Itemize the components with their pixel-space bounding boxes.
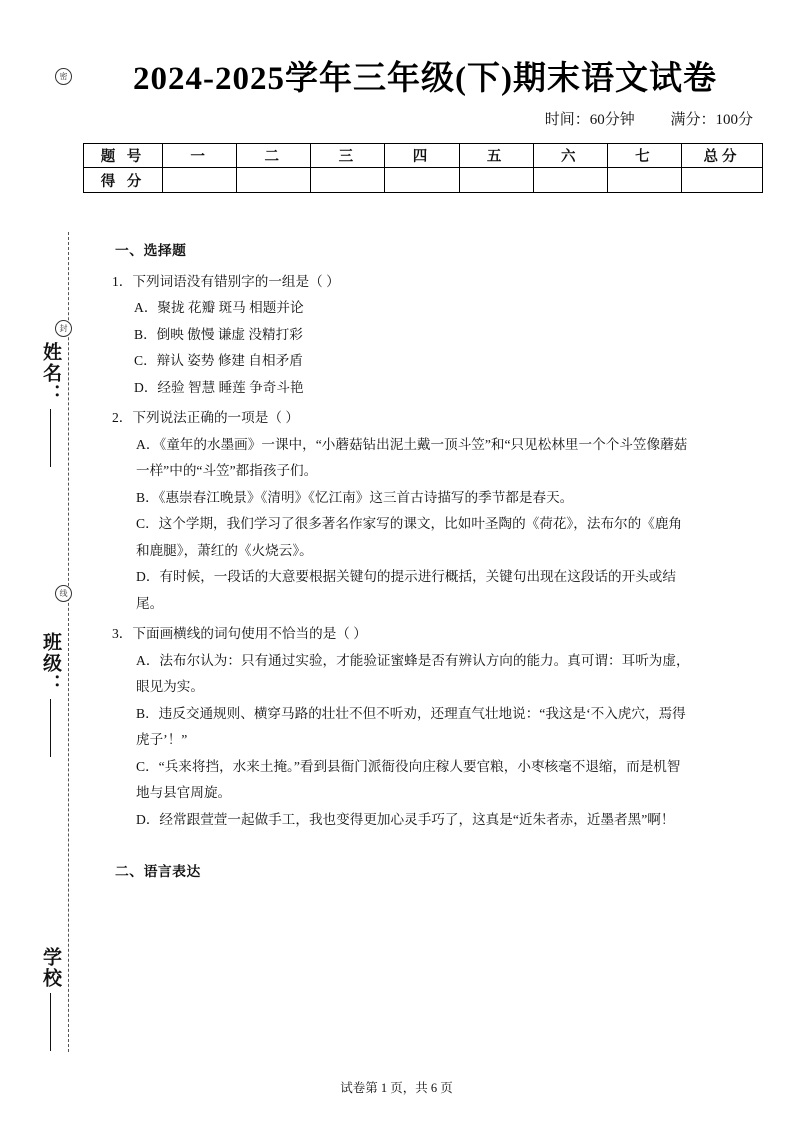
section-title-2: 二、语言表达 [115,864,201,880]
question-3 [108,621,693,833]
sealing-column [18,232,64,1052]
question-1-option-c[interactable]: C．辩认 姿势 修建 自相矛盾 [134,353,303,369]
question-1-option-a[interactable]: A．聚拢 花瓣 斑马 相题并论 [134,300,304,316]
question-2-option-d[interactable]: D．有时候，一段话的大意要根据关键句的提示进行概括，关键句出现在这段话的开头或结尾。 [136,569,676,611]
score-table-row-label-2: 得 分 [84,168,163,193]
score-cell-7[interactable] [607,168,681,193]
seal-name-label: 姓名： [18,342,64,467]
question-3-option-d[interactable]: D．经常跟萱萱一起做手工，我也变得更加心灵手巧了，这真是“近朱者赤，近墨者黑”啊！ [136,811,675,827]
question-1 [108,269,693,402]
question-2-option-c[interactable]: C．这个学期，我们学习了很多著名作家写的课文，比如叶圣陶的《荷花》，法布尔的《鹿角和鹿腿》，萧红的《火烧云》。 [136,516,683,558]
seal-school-label: 学校 [18,947,64,1051]
score-table-col-total: 总分 [682,144,763,168]
score-cell-5[interactable] [459,168,533,193]
score-cell-4[interactable] [385,168,459,193]
exam-content [108,228,693,890]
exam-meta [513,108,753,129]
table-row-scores [84,168,763,193]
question-1-option-d[interactable]: D．经验 智慧 睡莲 争奇斗艳 [134,379,304,395]
section-title-1: 一、选择题 [115,243,187,258]
score-table-col-2: 二 [237,144,311,168]
score-table-col-1: 一 [163,144,237,168]
score-table-row-label: 题 号 [84,144,163,168]
seal-mark-3: 线 [55,585,72,602]
score-table-col-4: 四 [385,144,459,168]
score-cell-3[interactable] [311,168,385,193]
score-cell-1[interactable] [163,168,237,193]
question-1-option-b[interactable]: B．倒映 傲慢 谦虚 没精打彩 [134,326,303,342]
question-2-option-a[interactable]: A．《童年的水墨画》一课中，“小蘑菇钻出泥土戴一顶斗笠”和“只见松林里一个个斗笠像蘑菇一样”中的“斗笠”都指孩子们。 [136,436,688,479]
table-row-header [84,144,763,168]
seal-class-label: 班级： [18,632,64,757]
question-3-option-a[interactable]: A．法布尔认为：只有通过实验，才能验证蜜蜂是否有辨认方向的能力。真可谓：耳听为虚，眼见为实。 [136,652,690,695]
score-table-col-6: 六 [533,144,607,168]
question-2-stem: 2．下列说法正确的一项是（ ） [112,410,299,426]
exam-time: 时间：60分钟 [544,112,635,128]
score-cell-2[interactable] [237,168,311,193]
page-title: 2024-2025学年三年级(下)期末语文试卷 [133,61,717,97]
seal-mark-2: 封 [55,320,72,337]
score-table [83,143,763,193]
score-table-col-5: 五 [459,144,533,168]
exam-full-score: 满分：100分 [670,112,753,128]
question-2-option-b[interactable]: B．《惠崇春江晚景》《清明》《忆江南》这三首古诗描写的季节都是春天。 [136,489,574,505]
seal-mark-1: 密 [55,68,72,85]
question-1-stem: 1．下列词语没有错别字的一组是（ ） [112,273,340,289]
question-3-option-b[interactable]: B．违反交通规则、横穿马路的壮壮不但不听劝，还理直气壮地说：“我这是‘不入虎穴，焉得虎子’！” [136,705,686,748]
score-cell-total[interactable] [682,168,763,193]
question-3-option-c[interactable]: C．“兵来将挡，水来土掩。”看到县衙门派衙役向庄稼人要官粮，小枣核毫不退缩，而是机智地与县官周旋。 [136,758,681,801]
sealing-dashed-line [68,232,69,1052]
score-cell-6[interactable] [533,168,607,193]
score-table-col-7: 七 [607,144,681,168]
page-footer: 试卷第 1 页，共 6 页 [340,1081,453,1095]
question-2 [108,405,693,617]
score-table-col-3: 三 [311,144,385,168]
question-3-stem: 3．下面画横线的词句使用不恰当的是（ ） [112,626,367,642]
